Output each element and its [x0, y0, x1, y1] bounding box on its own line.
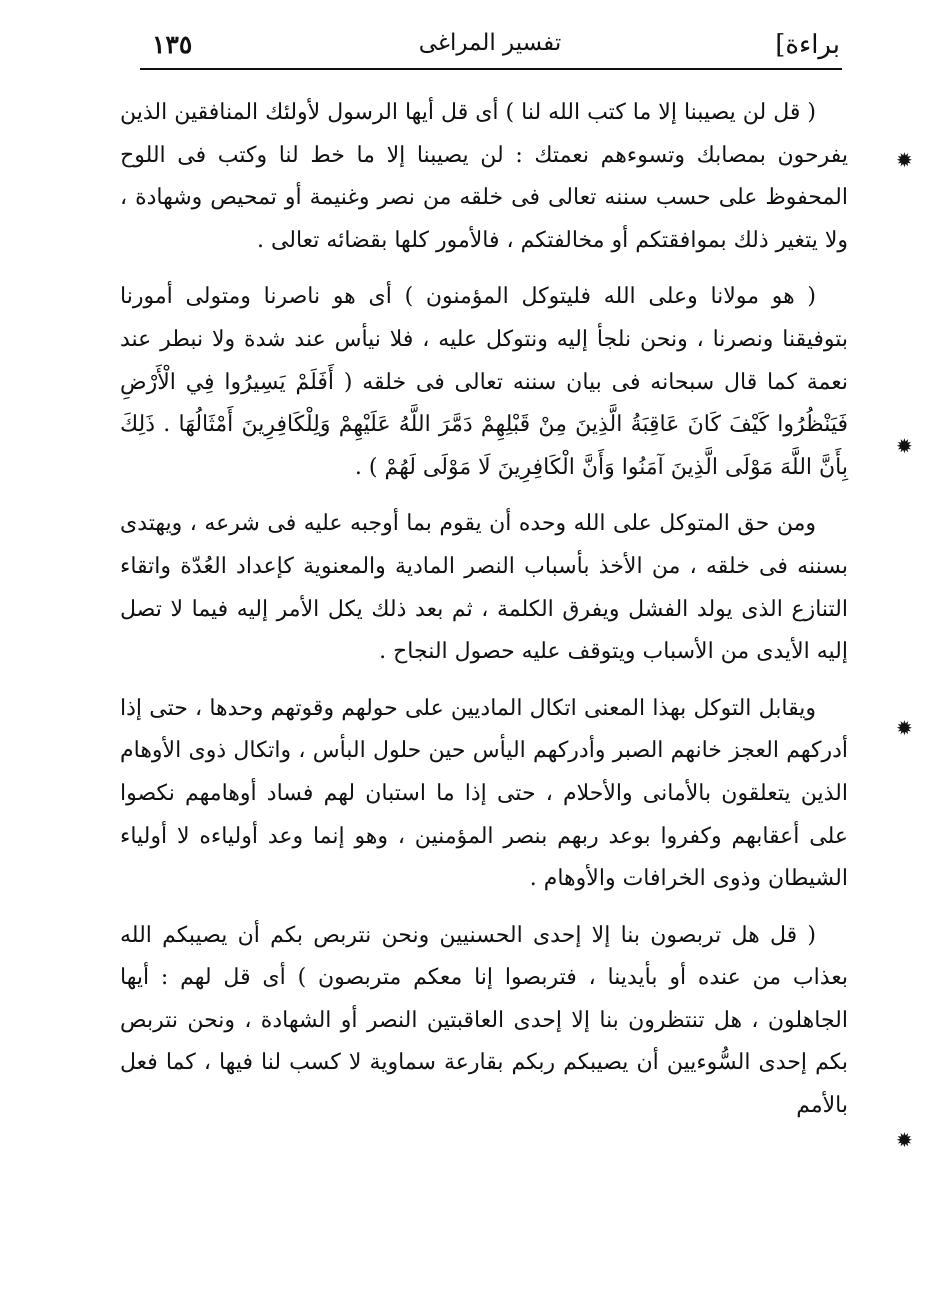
- paragraph-verse-commentary-1: ( قل لن يصيبنا إلا ما كتب الله لنا ) أى قل أيها الرسول لأولئك المنافقين الذين يفرحون بمصابك وتسوءهم نعمتك : لن يصيبنا إلا ما خط لنا وكتب فى اللوح المحفوظ على حسب سننه تعالى فى خلقه من نصر وغنيمة أو تمحيص وشهادة ، ولا يتغير ذلك بموافقتكم أو مخالفتكم ، فالأمور كلها بقضائه تعالى .: [120, 100, 848, 253]
- paragraph-contrast: ويقابل التوكل بهذا المعنى اتكال الماديين على حولهم وقوتهم وحدها ، حتى إذا أدركهم العجز خانهم الصبر وأدركهم اليأس حين حلول البأس ، واتكال ذوى الأوهام الذين يتعلقون بالأمانى والأحلام ، حتى إذا ما استبان لهم فساد أوهامهم نكصوا على أعقابهم وكفروا بوعد ربهم بنصر المؤمنين ، وهو إنما وعد أولياءه لا أولياء الشيطان وذوى الخرافات والأوهام .: [120, 695, 848, 892]
- surah-label: براءة]: [775, 30, 840, 60]
- running-title: تفسير المراغى: [418, 30, 562, 56]
- margin-star-icon: ✹: [896, 716, 913, 740]
- margin-star-icon: ✹: [896, 434, 913, 458]
- header-rule: [140, 68, 842, 70]
- page-number: ١٣٥: [152, 30, 193, 59]
- paragraph-verse-commentary-3: ( قل هل تربصون بنا إلا إحدى الحسنيين ونحن نتربص بكم أن يصيبكم الله بعذاب من عنده أو بأيدينا ، فتربصوا إنا معكم متربصون ) أى قل لهم : أيها الجاهلون ، هل تنتظرون بنا إلا إحدى العاقبتين النصر أو الشهادة ، ونحن نتربص بكم إحدى السُّوءيين أن يصيبكم ربكم بقارعة سماوية لا كسب لنا فيها ، كما فعل بالأمم: [120, 922, 849, 1119]
- margin-star-icon: ✹: [896, 148, 913, 172]
- paragraph-verse-commentary-2: ( هو مولانا وعلى الله فليتوكل المؤمنون ) أى هو ناصرنا ومتولى أمورنا بتوفيقنا ونصرنا ، ونحن نلجأ إليه ونتوكل عليه ، فلا نيأس عند شدة ولا نبطر عند نعمة كما قال سبحانه فى بيان سننه تعالى فى خلقه ( أَفَلَمْ يَسِيرُوا فِي الْأَرْضِ فَيَنْظُرُوا كَيْفَ كَانَ عَاقِبَةُ الَّذِينَ مِنْ قَبْلِهِمْ دَمَّرَ اللَّهُ عَلَيْهِمْ وَلِلْكَافِرِينَ أَمْثَالُهَا . ذَلِكَ بِأَنَّ اللَّهَ مَوْلَى الَّذِينَ آمَنُوا وَأَنَّ الْكَافِرِينَ لَا مَوْلَى لَهُمْ ) .: [120, 284, 848, 480]
- paragraph-tawakkul: ومن حق المتوكل على الله وحده أن يقوم بما أوجبه عليه فى شرعه ، ويهتدى بسننه فى خلقه ، من الأخذ بأسباب النصر المادية والمعنوية كإعداد العُدّة واتقاء التنازع الذى يولد الفشل ويفرق الكلمة ، ثم بعد ذلك يكل الأمر إليه فيما لا تصل إليه الأيدى من الأسباب ويتوقف عليه حصول النجاح .: [120, 511, 848, 665]
- body-text: [120, 92, 848, 1142]
- page-header: [140, 14, 840, 70]
- margin-star-icon: ✹: [896, 1128, 913, 1152]
